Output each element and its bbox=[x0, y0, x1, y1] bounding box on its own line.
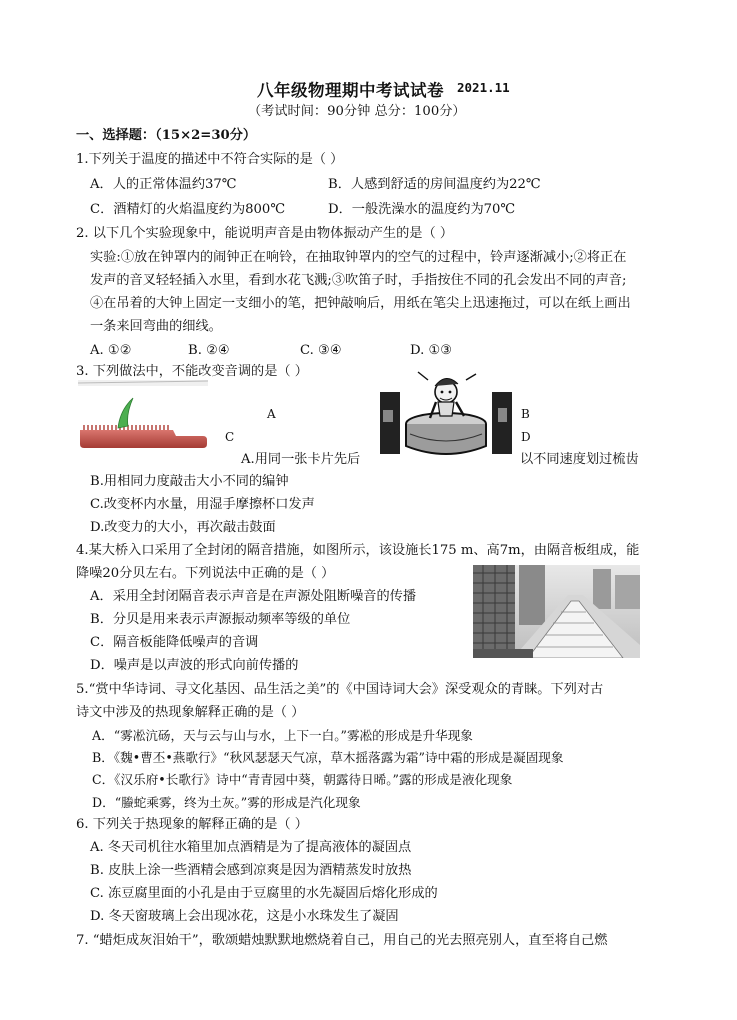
q2-option-d: D. ①③ bbox=[410, 343, 453, 358]
q6-option-d: D. 冬天窗玻璃上会出现冰花，这是小水珠发生了凝固 bbox=[90, 909, 399, 924]
figure-label-c: C bbox=[225, 430, 235, 444]
q1-option-b: B．人感到舒适的房间温度约为22℃ bbox=[328, 177, 541, 192]
q1-option-a: A．人的正常体温约37℃ bbox=[90, 177, 237, 192]
q3-option-d: D.改变力的大小，再次敲击鼓面 bbox=[90, 520, 276, 535]
q3-option-c: C.改变杯内水量，用湿手摩擦杯口发声 bbox=[90, 497, 315, 512]
exam-date: 2021.11 bbox=[457, 80, 510, 95]
q4-option-d: D．噪声是以声波的形式向前传播的 bbox=[90, 658, 299, 673]
q4-line-2: 降噪20分贝左右。下列说法中正确的是（ ） bbox=[76, 566, 335, 581]
q4-option-b: B．分贝是用来表示声源振动频率等级的单位 bbox=[90, 612, 351, 627]
figure-label-b: B bbox=[521, 407, 530, 421]
q6-option-a: A. 冬天司机往水箱里加点酒精是为了提高液体的凝固点 bbox=[90, 840, 412, 855]
q2-line-3: ④在吊着的大钟上固定一支细小的笔，把钟敲响后，用纸在笔尖上迅速拖过，可以在纸上画出 bbox=[90, 296, 631, 311]
noise-barrier-photo bbox=[473, 565, 640, 658]
q1-option-c: C．酒精灯的火焰温度约为800℃ bbox=[90, 202, 286, 217]
q1-option-d: D．一般洗澡水的温度约为70℃ bbox=[328, 202, 516, 217]
q6-option-c: C. 冻豆腐里面的小孔是由于豆腐里的水先凝固后熔化形成的 bbox=[90, 886, 438, 901]
q2-line-4: 一条来回弯曲的细线。 bbox=[90, 319, 222, 334]
q1-stem: 1.下列关于温度的描述中不符合实际的是（ ） bbox=[76, 152, 344, 167]
q3-stem: 3. 下列做法中，不能改变音调的是（ ） bbox=[76, 364, 308, 379]
page-title: 八年级物理期中考试试卷 bbox=[257, 81, 444, 100]
q2-option-c: C. ③④ bbox=[300, 343, 342, 358]
q2-option-a: A. ①② bbox=[90, 343, 132, 358]
q2-line-1: 实验:①放在钟罩内的闹钟正在响铃，在抽取钟罩内的空气的过程中，铃声逐渐减小;②将正在 bbox=[90, 250, 627, 265]
q5-line-2: 诗文中涉及的热现象解释正确的是（ ） bbox=[76, 705, 305, 720]
figure-label-d: D bbox=[521, 430, 531, 444]
drum-figure bbox=[380, 370, 512, 458]
q5-option-b: B．《魏•曹丕•燕歌行》“秋风瑟瑟天气凉，草木摇落露为霜”诗中霜的形成是凝固现象 bbox=[92, 750, 564, 765]
q7-line-1: 7. “蜡炬成灰泪始干”，歌颂蜡烛默默地燃烧着自己，用自己的光去照亮别人，直至将自己燃 bbox=[76, 933, 608, 948]
comb-figure bbox=[78, 380, 208, 450]
q5-option-a: A．“雾凇沆砀，天与云与山与水，上下一白。”雾凇的形成是升华现象 bbox=[92, 728, 473, 743]
section-heading: 一、选择题：（15×2=30分） bbox=[76, 128, 257, 143]
q3-option-b: B.用相同力度敲击大小不同的编钟 bbox=[90, 474, 289, 489]
q3-option-a-right: 以不同速度划过梳齿 bbox=[520, 452, 639, 467]
q2-stem: 2. 以下几个实验现象中，能说明声音是由物体振动产生的是（ ） bbox=[76, 226, 454, 241]
q2-line-2: 发声的音叉轻轻插入水里，看到水花飞溅;③吹笛子时，手指按住不同的孔会发出不同的声音; bbox=[90, 273, 627, 288]
figure-label-a: A bbox=[267, 407, 276, 421]
q5-option-d: D．“螣蛇乘雾，终为土灰。”雾的形成是汽化现象 bbox=[92, 795, 361, 810]
q2-option-b: B. ②④ bbox=[188, 343, 230, 358]
q5-line-1: 5.“赏中华诗词、寻文化基因、品生活之美”的《中国诗词大会》深受观众的青睐。下列对古 bbox=[76, 682, 604, 697]
q6-stem: 6. 下列关于热现象的解释正确的是（ ） bbox=[76, 817, 308, 832]
q5-option-c: C．《汉乐府•长歌行》诗中“青青园中葵，朝露待日晞。”露的形成是液化现象 bbox=[92, 772, 513, 787]
q4-option-c: C．隔音板能降低噪声的音调 bbox=[90, 635, 259, 650]
q3-option-a-left: A.用同一张卡片先后 bbox=[241, 452, 361, 467]
q6-option-b: B. 皮肤上涂一些酒精会感到凉爽是因为酒精蒸发时放热 bbox=[90, 863, 412, 878]
exam-info: （考试时间：90分钟 总分：100分） bbox=[248, 104, 466, 119]
q4-line-1: 4.某大桥入口采用了全封闭的隔音措施，如图所示，该设施长175 m、高7m，由隔音板组成，能 bbox=[76, 543, 640, 558]
q4-option-a: A．采用全封闭隔音表示声音是在声源处阻断噪音的传播 bbox=[90, 589, 417, 604]
